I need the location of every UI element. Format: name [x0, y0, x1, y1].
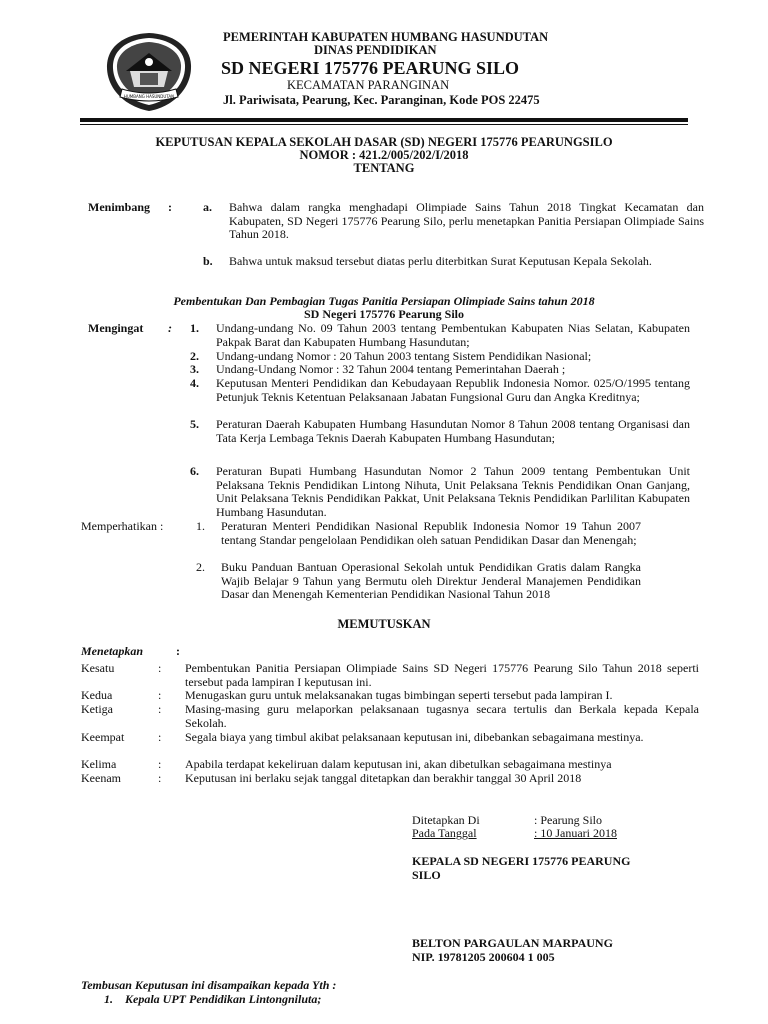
- menetapkan-label: Menetapkan: [81, 644, 144, 658]
- kop-district: KECAMATAN PARANGINAN: [287, 78, 450, 92]
- diktum-label-ketiga: Ketiga: [81, 702, 113, 716]
- kop-government-line: PEMERINTAH KABUPATEN HUMBANG HASUNDUTAN: [223, 30, 549, 44]
- mengingat-marker-3: 3.: [190, 362, 199, 376]
- decree-title: KEPUTUSAN KEPALA SEKOLAH DASAR (SD) NEGERI 175776 PEARUNGSILO: [155, 135, 613, 149]
- kop-office-line: DINAS PENDIDIKAN: [314, 43, 437, 57]
- district-emblem-logo: [104, 31, 194, 113]
- diktum-label-keenam: Keenam: [81, 771, 121, 785]
- diktum-text-kedua: Menugaskan guru untuk melaksanakan tugas bimbingan seperti tersebut pada lampiran I.: [185, 688, 613, 702]
- memperhatikan-marker-1: 1.: [196, 519, 205, 533]
- letterhead-thick-rule: [80, 118, 688, 122]
- menimbang-label: Menimbang: [88, 200, 151, 214]
- menimbang-marker-a: a.: [203, 200, 212, 214]
- menimbang-item-b: Bahwa untuk maksud tersebut diatas perlu diterbitkan Surat Keputusan Kepala Sekolah.: [229, 254, 652, 268]
- diktum-text-kelima: Apabila terdapat kekeliruan dalam keputusan ini, akan dibetulkan sebagaimana mestinya: [185, 757, 612, 771]
- subject-line-1: Pembentukan Dan Pembagian Tugas Panitia Persiapan Olimpiade Sains tahun 2018: [173, 294, 595, 308]
- mengingat-marker-1: 1.: [190, 321, 199, 335]
- diktum-colon-kelima: :: [158, 757, 162, 771]
- decree-tentang: TENTANG: [353, 161, 415, 175]
- tembusan-heading: Tembusan Keputusan ini disampaikan kepada Yth :: [81, 978, 337, 992]
- diktum-text-kesatu: Pembentukan Panitia Persiapan Olimpiade Sains SD Negeri 175776 Pearung Silo Tahun 2018 seperti tersebut pada lampiran I keputusan ini.: [185, 661, 699, 689]
- mengingat-item-1: Undang-undang No. 09 Tahun 2003 tentang Pembentukan Kabupaten Nias Selatan, Kabupaten Pakpak Barat dan Kabupaten Humbang Hasundutan;: [216, 321, 690, 349]
- mengingat-item-5: Peraturan Daerah Kabupaten Humbang Hasundutan Nomor 8 Tahun 2008 tentang Organisasi dan Tata Kerja Lembaga Teknis Daerah Kabupaten Humbang Hasundutan;: [216, 417, 690, 445]
- memperhatikan-label: Memperhatikan :: [81, 519, 164, 533]
- tembusan-marker-1: 1.: [104, 992, 113, 1006]
- mengingat-marker-5: 5.: [190, 417, 199, 431]
- memperhatikan-marker-2: 2.: [196, 560, 205, 574]
- svg-text:HUMBANG HASUNDUTAN: HUMBANG HASUNDUTAN: [123, 94, 175, 99]
- diktum-label-keempat: Keempat: [81, 730, 125, 744]
- mengingat-marker-2: 2.: [190, 349, 199, 363]
- memperhatikan-item-1: Peraturan Menteri Pendidikan Nasional Republik Indonesia Nomor 19 Tahun 2007 tentang Standar pengelolaan Pendidikan oleh satuan Pendidikan Dasar dan Menengah;: [221, 519, 641, 547]
- mengingat-colon: :: [168, 321, 172, 335]
- decree-number: NOMOR : 421.2/005/202/I/2018: [299, 148, 469, 162]
- memperhatikan-item-2: Buku Panduan Bantuan Operasional Sekolah untuk Pendidikan Gratis dalam Rangka Wajib Belajar 9 Tahun yang Bermutu oleh Direktur Jenderal Manajemen Pendidikan Dasar dan Menengah Kementerian Pendidikan Nasional Tahun 2018: [221, 560, 641, 601]
- letterhead-thin-rule: [80, 124, 688, 125]
- mengingat-item-2: Undang-undang Nomor : 20 Tahun 2003 tentang Sistem Pendidikan Nasional;: [216, 349, 592, 363]
- signatory-nip: NIP. 19781205 200604 1 005: [412, 950, 555, 964]
- menimbang-marker-b: b.: [203, 254, 213, 268]
- kop-school-name: SD NEGERI 175776 PEARUNG SILO: [221, 58, 520, 78]
- kop-address: Jl. Pariwisata, Pearung, Kec. Paranginan, Kode POS 22475: [223, 93, 540, 107]
- mengingat-label: Mengingat: [88, 321, 144, 335]
- mengingat-marker-4: 4.: [190, 376, 199, 390]
- ditetapkan-place-value: : Pearung Silo: [534, 813, 602, 827]
- mengingat-marker-6: 6.: [190, 464, 199, 478]
- diktum-text-keenam: Keputusan ini berlaku sejak tanggal ditetapkan dan berakhir tanggal 30 April 2018: [185, 771, 582, 785]
- signatory-name: BELTON PARGAULAN MARPAUNG: [412, 936, 613, 950]
- diktum-label-kesatu: Kesatu: [81, 661, 115, 675]
- mengingat-item-3: Undang-Undang Nomor : 32 Tahun 2004 tentang Pemerintahan Daerah ;: [216, 362, 566, 376]
- tembusan-item-1: Kepala UPT Pendidikan Lintongniluta;: [125, 992, 322, 1006]
- memutuskan-heading: MEMUTUSKAN: [337, 617, 431, 631]
- menimbang-colon: :: [168, 200, 172, 214]
- mengingat-item-6: Peraturan Bupati Humbang Hasundutan Nomor 2 Tahun 2009 tentang Pembentukan Unit Pelaksana Teknis Pendidikan Lintong Nihuta, Unit Pelaksana Teknis Pendidikan Onan Ganjang, Unit Pelaksana Teknis Pendidikan Pakkat, Unit Pelaksana Teknis Pendidikan Parlilitan Kabupaten Humbang Hasundutan.: [216, 464, 690, 519]
- signatory-title-line-1: KEPALA SD NEGERI 175776 PEARUNG: [412, 854, 631, 868]
- diktum-text-ketiga: Masing-masing guru melaporkan pelaksanaan tugasnya secara tertulis dan Berkala kepada Kepala Sekolah.: [185, 702, 699, 730]
- diktum-colon-keenam: :: [158, 771, 162, 785]
- menimbang-item-a: Bahwa dalam rangka menghadapi Olimpiade Sains Tahun 2018 Tingkat Kecamatan dan Kabupaten, SD Negeri 175776 Pearung Silo, perlu menetapkan Panitia Persiapan Olimpiade Sains Tahun 2018.: [229, 200, 704, 241]
- diktum-colon-kedua: :: [158, 688, 162, 702]
- ditetapkan-date-value: : 10 Januari 2018: [534, 826, 617, 840]
- diktum-colon-kesatu: :: [158, 661, 162, 675]
- diktum-text-keempat: Segala biaya yang timbul akibat pelaksanaan keputusan ini, dibebankan sebagaimana mestinya.: [185, 730, 644, 744]
- ditetapkan-place-label: Ditetapkan Di: [412, 813, 480, 827]
- diktum-colon-ketiga: :: [158, 702, 162, 716]
- subject-line-2: SD Negeri 175776 Pearung Silo: [304, 307, 464, 321]
- menetapkan-colon: :: [176, 644, 180, 658]
- diktum-colon-keempat: :: [158, 730, 162, 744]
- signatory-title-line-2: SILO: [412, 868, 441, 882]
- diktum-label-kedua: Kedua: [81, 688, 113, 702]
- ditetapkan-date-label: Pada Tanggal: [412, 826, 477, 840]
- mengingat-item-4: Keputusan Menteri Pendidikan dan Kebudayaan Republik Indonesia Nomor. 025/O/1995 tentang Petunjuk Teknis Ketentuan Pelaksanaan Jabatan Fungsional Guru dan Angka Kreditnya;: [216, 376, 690, 404]
- diktum-label-kelima: Kelima: [81, 757, 117, 771]
